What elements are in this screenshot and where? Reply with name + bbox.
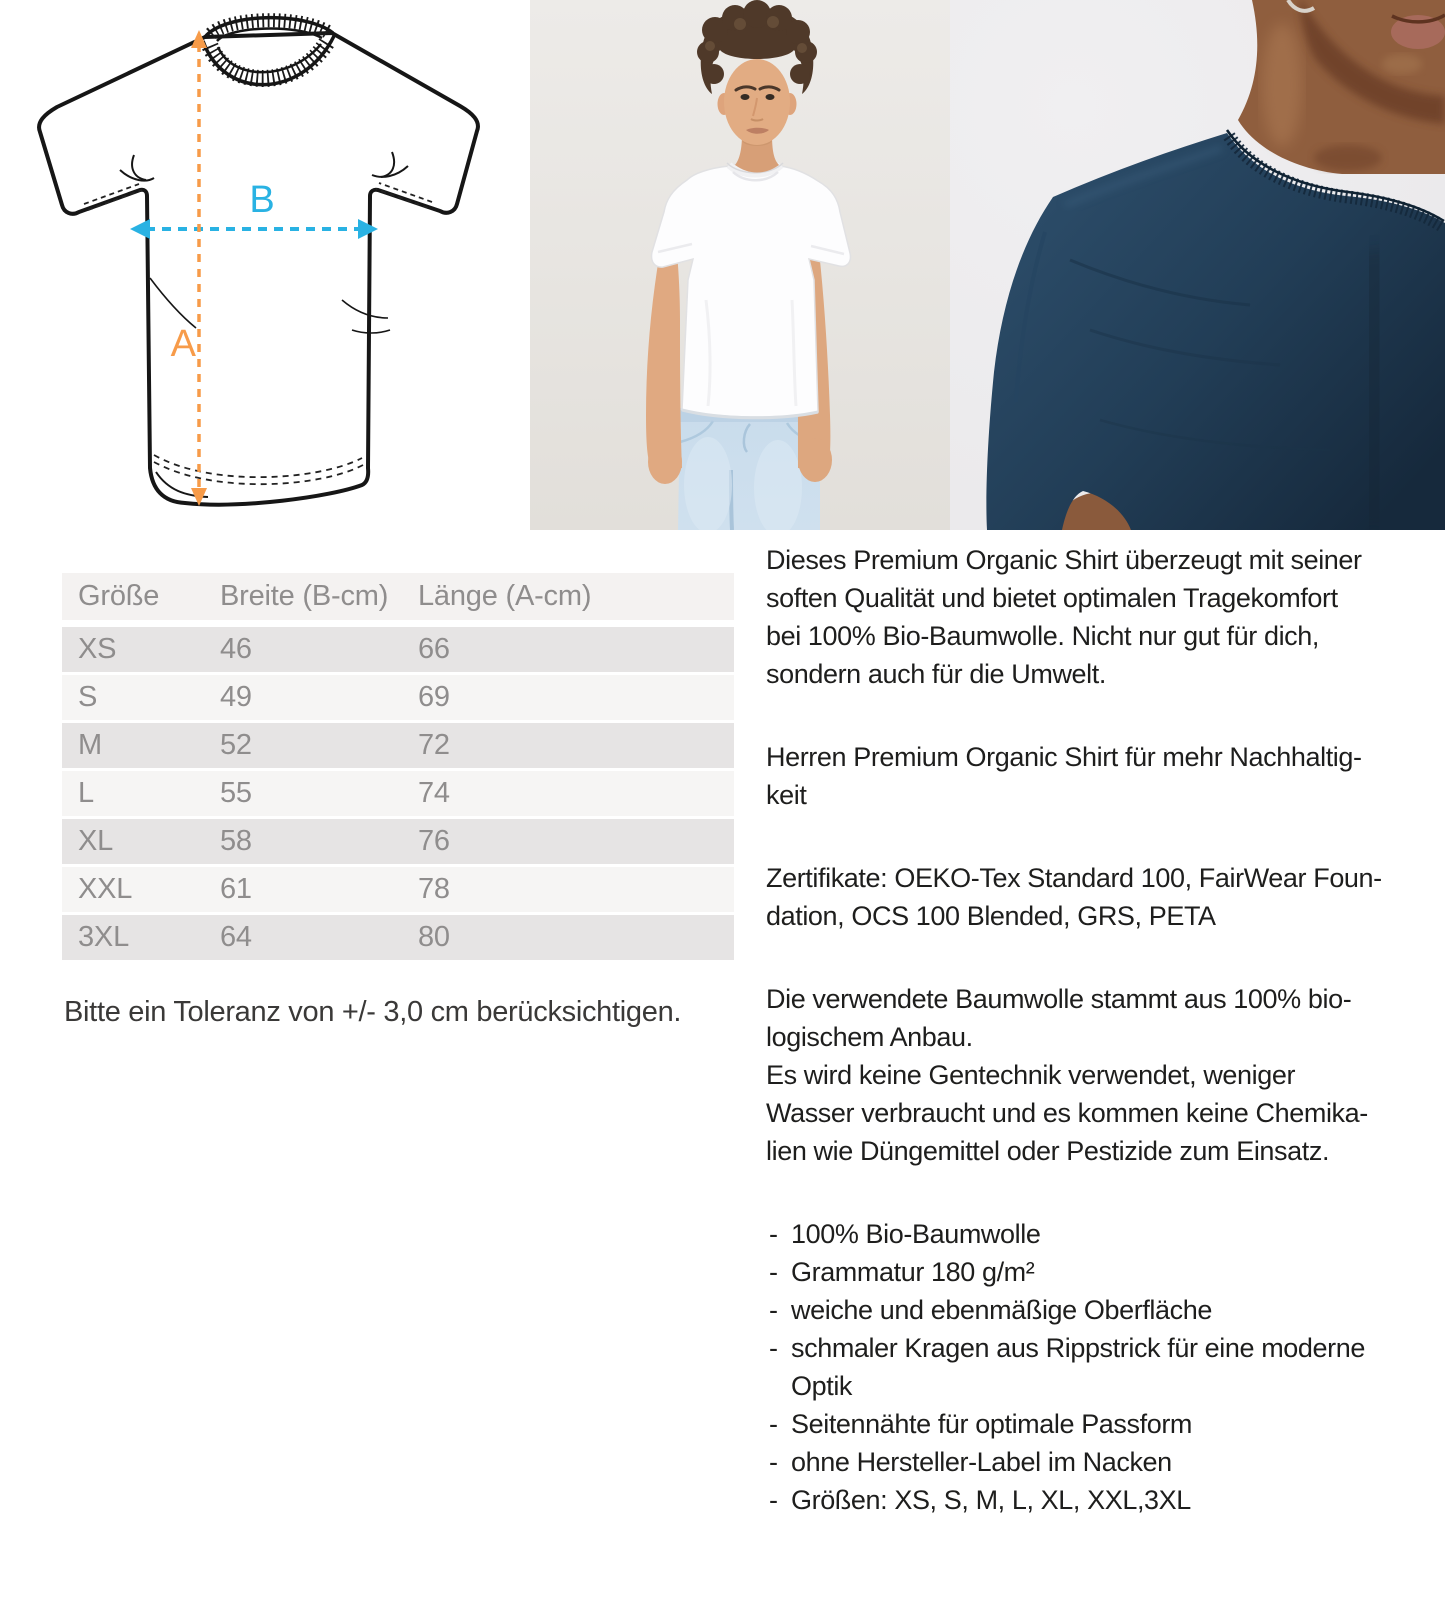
feature-item: - weiche und ebenmäßige Oberfläche	[769, 1295, 1212, 1325]
size-cell: L	[62, 770, 220, 818]
size-chart-section	[62, 573, 734, 963]
col-header-length: Länge (A-cm)	[418, 573, 734, 624]
tshirt-outline	[39, 33, 478, 505]
value-cell: 72	[418, 722, 734, 770]
value-cell: 49	[220, 674, 418, 722]
table-header-row	[62, 573, 734, 624]
tshirt-measurement-diagram	[0, 0, 530, 530]
size-cell: XXL	[62, 866, 220, 914]
table-row	[62, 722, 734, 770]
tolerance-note: Bitte ein Toleranz von +/- 3,0 cm berücksichtigen.	[64, 996, 682, 1028]
value-cell: 74	[418, 770, 734, 818]
value-cell: 64	[220, 914, 418, 962]
model-photo-graphic	[530, 0, 950, 530]
feature-item: - 100% Bio-Baumwolle	[769, 1219, 1041, 1249]
feature-item: - Seitennähte für optimale Passform	[769, 1409, 1193, 1439]
size-cell: M	[62, 722, 220, 770]
value-cell: 46	[220, 624, 418, 674]
model-photo	[530, 0, 950, 530]
closeup-graphic	[950, 0, 1445, 530]
right-hand	[798, 438, 832, 482]
value-cell: 69	[418, 674, 734, 722]
size-table-body	[62, 624, 734, 962]
feature-item: - schmaler Kragen aus Rippstrick für eine moderne Optik	[769, 1333, 1365, 1401]
left-eye	[741, 94, 750, 100]
table-row	[62, 914, 734, 962]
size-cell: XS	[62, 624, 220, 674]
size-table	[62, 573, 734, 963]
width-arrowhead-left	[130, 219, 150, 239]
value-cell: 55	[220, 770, 418, 818]
description-paragraph: Die verwendete Baumwolle stammt aus 100% bio- logischem Anbau. Es wird keine Gentechnik verwendet, weniger Wasser verbraucht und es kommen keine Chemika- lien wie Düngemittel oder Pestizide zum Einsatz.	[766, 984, 1368, 1166]
value-cell: 58	[220, 818, 418, 866]
table-row	[62, 770, 734, 818]
col-header-width: Breite (B-cm)	[220, 573, 418, 624]
product-description	[766, 541, 1438, 1519]
value-cell: 66	[418, 624, 734, 674]
col-header-size: Größe	[62, 573, 220, 624]
table-row	[62, 624, 734, 674]
feature-item: - Größen: XS, S, M, L, XL, XXL,3XL	[769, 1485, 1191, 1515]
size-cell: S	[62, 674, 220, 722]
right-eye	[766, 94, 775, 100]
value-cell: 52	[220, 722, 418, 770]
size-cell: 3XL	[62, 914, 220, 962]
width-label: B	[249, 179, 275, 221]
description-paragraph: Herren Premium Organic Shirt für mehr Nachhaltig- keit	[766, 742, 1362, 810]
value-cell: 78	[418, 866, 734, 914]
description-paragraph: Dieses Premium Organic Shirt überzeugt mit seiner soften Qualität und bietet optimalen Tragekomfort bei 100% Bio-Baumwolle. Nicht nur gut für dich, sondern auch für die Umwelt.	[766, 545, 1362, 689]
product-images	[0, 0, 1445, 530]
value-cell: 61	[220, 866, 418, 914]
neck-and-chin	[1238, 0, 1445, 174]
description-paragraphs	[766, 541, 1438, 1170]
tshirt-closeup-photo	[950, 0, 1445, 530]
table-row	[62, 674, 734, 722]
size-cell: XL	[62, 818, 220, 866]
length-label: A	[170, 323, 196, 365]
feature-item: - Grammatur 180 g/m²	[769, 1257, 1035, 1287]
table-row	[62, 866, 734, 914]
value-cell: 80	[418, 914, 734, 962]
table-row	[62, 818, 734, 866]
feature-list	[766, 1215, 1438, 1519]
description-paragraph: Zertifikate: OEKO-Tex Standard 100, FairWear Foun- dation, OCS 100 Blended, GRS, PETA	[766, 863, 1382, 931]
left-hand	[648, 440, 682, 484]
value-cell: 76	[418, 818, 734, 866]
feature-item: - ohne Hersteller-Label im Nacken	[769, 1447, 1172, 1477]
size-diagram-figure	[0, 0, 530, 530]
